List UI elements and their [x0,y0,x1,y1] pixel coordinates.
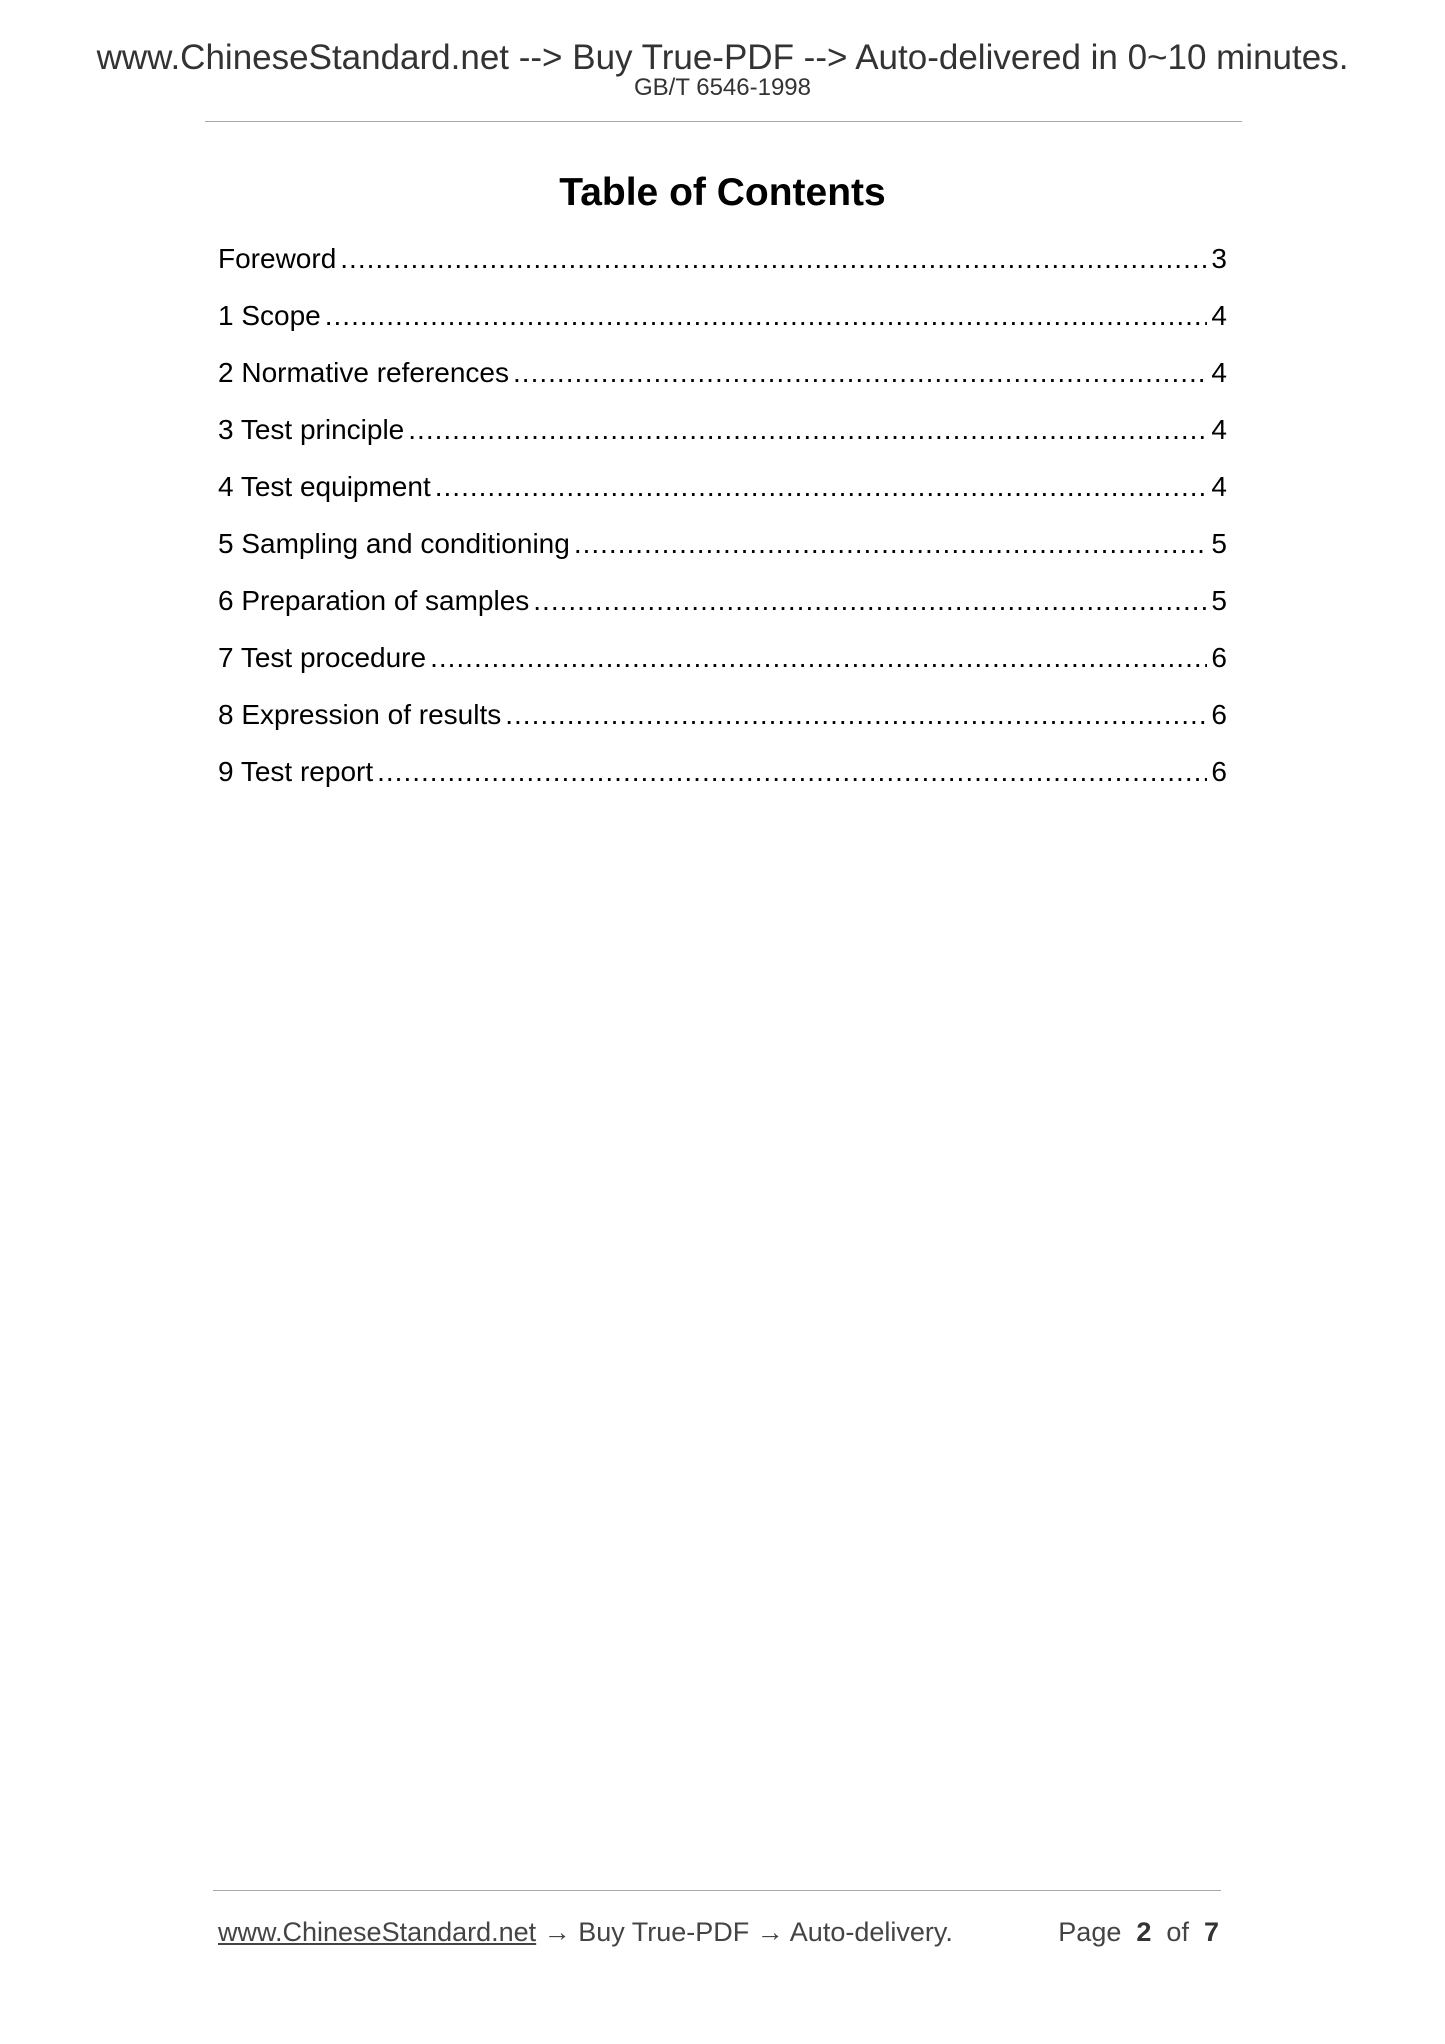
toc-entry-label: Foreword [218,243,337,274]
footer-divider [213,1890,1221,1891]
arrow-right-icon: → [543,1917,571,1947]
toc-entry-label: 7 Test procedure [218,642,427,673]
toc-entry-page: 4 [1211,414,1227,445]
toc-title: Table of Contents [559,171,886,214]
toc-entry-label: 2 Normative references [218,357,510,388]
toc-leader-dots [513,353,1207,393]
toc-entry-label: 6 Preparation of samples [218,585,530,616]
current-page-number: 2 [1136,1917,1152,1947]
page-word: Page [1058,1917,1122,1947]
toc-entry-page: 5 [1211,528,1227,559]
toc-entry-page: 4 [1211,300,1227,331]
toc-leader-dots [325,296,1208,336]
toc-entry-page: 3 [1211,243,1227,274]
toc-entry-page: 6 [1211,756,1227,787]
toc-leader-dots [574,524,1208,564]
page-indicator [1058,1912,1219,1952]
toc-entry-label: 5 Sampling and conditioning [218,528,570,559]
toc-entry-label: 3 Test principle [218,414,405,445]
page-footer [218,1912,1221,1952]
toc-leader-dots [533,581,1207,621]
toc-entry-preparation-of-samples[interactable] [218,581,1227,638]
toc-entry-label: 8 Expression of results [218,699,502,730]
header-divider [205,121,1242,122]
footer-buy-text: Buy True-PDF [578,1917,750,1947]
toc-entry-label: 1 Scope [218,300,321,331]
toc-leader-dots [408,410,1207,450]
toc-entry-page: 4 [1211,471,1227,502]
toc-leader-dots [340,239,1207,279]
toc-entry-label: 9 Test report [218,756,374,787]
total-pages-number: 7 [1203,1917,1219,1947]
header-banner: www.ChineseStandard.net --> Buy True-PDF --> Auto-delivered in 0~10 minutes. [96,38,1349,77]
toc-entry-page: 6 [1211,642,1227,673]
toc-entry-page: 6 [1211,699,1227,730]
toc-leader-dots [377,752,1207,792]
toc-entry-normative-references[interactable] [218,353,1227,410]
toc-entry-foreword[interactable] [218,239,1227,296]
toc-leader-dots [435,467,1208,507]
footer-promo [218,1912,953,1952]
toc-entry-page: 4 [1211,357,1227,388]
toc-entry-scope[interactable] [218,296,1227,353]
toc-entry-page: 5 [1211,585,1227,616]
toc-list [218,239,1227,809]
toc-entry-label: 4 Test equipment [218,471,431,502]
toc-entry-test-procedure[interactable] [218,638,1227,695]
toc-leader-dots [505,695,1207,735]
toc-entry-test-report[interactable] [218,752,1227,809]
toc-entry-sampling-and-conditioning[interactable] [218,524,1227,581]
arrow-right-icon: → [756,1917,784,1947]
standard-code: GB/T 6546-1998 [633,74,811,101]
footer-delivery-text: Auto-delivery. [789,1917,953,1947]
footer-site-link[interactable]: www.ChineseStandard.net [218,1917,537,1947]
toc-entry-test-principle[interactable] [218,410,1227,467]
toc-leader-dots [430,638,1207,678]
of-word: of [1166,1917,1189,1947]
toc-entry-expression-of-results[interactable] [218,695,1227,752]
toc-entry-test-equipment[interactable] [218,467,1227,524]
